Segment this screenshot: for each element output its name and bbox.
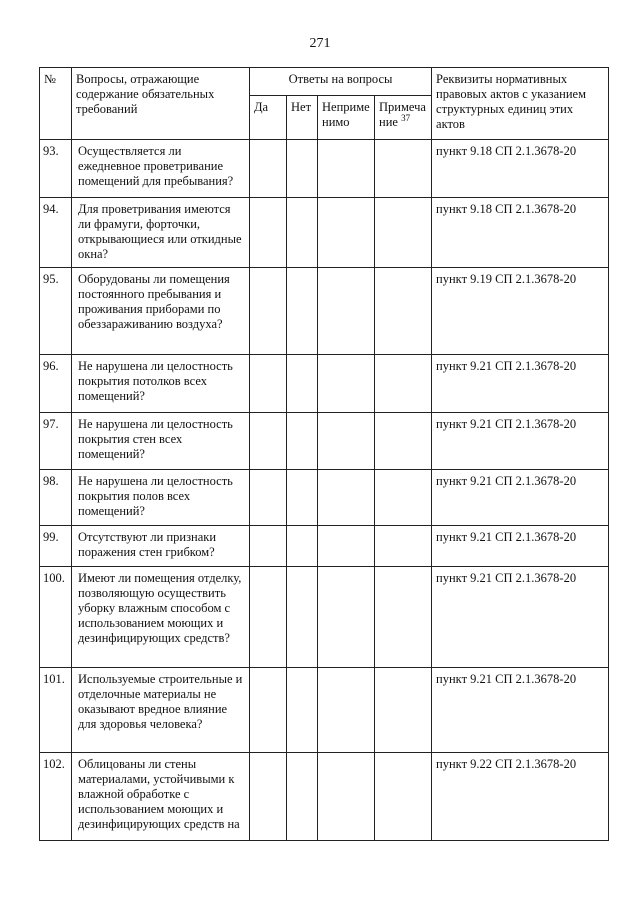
row-number: 96. <box>40 355 72 413</box>
answer-yes-cell[interactable] <box>250 198 287 268</box>
header-yes: Да <box>250 96 287 140</box>
table-row <box>40 413 609 470</box>
header-note-footnote: 37 <box>401 112 411 123</box>
row-question: Облицованы ли стены материалами, устойчивыми к влажной обработке с использованием моющих и дезинфицирующих средств на <box>72 753 250 841</box>
answer-note-cell[interactable] <box>375 355 432 413</box>
answer-note-cell[interactable] <box>375 413 432 470</box>
table-row <box>40 668 609 753</box>
answer-yes-cell[interactable] <box>250 470 287 526</box>
answer-yes-cell[interactable] <box>250 668 287 753</box>
page-number: 271 <box>309 36 331 51</box>
answer-no-cell[interactable] <box>287 140 318 198</box>
header-requisites: Реквизиты нормативных правовых актов с указанием структурных единиц этих актов <box>432 68 609 140</box>
row-question: Осуществляется ли ежедневное проветривание помещений для пребывания? <box>72 140 250 198</box>
table-row <box>40 140 609 198</box>
answer-note-cell[interactable] <box>375 268 432 355</box>
row-requisite: пункт 9.21 СП 2.1.3678-20 <box>432 668 609 753</box>
answer-not-applicable-cell[interactable] <box>318 668 375 753</box>
answer-not-applicable-cell[interactable] <box>318 268 375 355</box>
answer-note-cell[interactable] <box>375 470 432 526</box>
row-requisite: пункт 9.18 СП 2.1.3678-20 <box>432 198 609 268</box>
answer-no-cell[interactable] <box>287 567 318 668</box>
answer-not-applicable-cell[interactable] <box>318 753 375 841</box>
row-number: 94. <box>40 198 72 268</box>
answer-yes-cell[interactable] <box>250 268 287 355</box>
answer-not-applicable-cell[interactable] <box>318 413 375 470</box>
answer-not-applicable-cell[interactable] <box>318 526 375 567</box>
table-row <box>40 268 609 355</box>
answer-not-applicable-cell[interactable] <box>318 567 375 668</box>
answer-note-cell[interactable] <box>375 668 432 753</box>
row-requisite: пункт 9.21 СП 2.1.3678-20 <box>432 355 609 413</box>
table-row <box>40 753 609 841</box>
answer-no-cell[interactable] <box>287 526 318 567</box>
answer-no-cell[interactable] <box>287 668 318 753</box>
row-requisite: пункт 9.21 СП 2.1.3678-20 <box>432 526 609 567</box>
answer-note-cell[interactable] <box>375 567 432 668</box>
row-number: 100. <box>40 567 72 668</box>
answer-no-cell[interactable] <box>287 268 318 355</box>
answer-yes-cell[interactable] <box>250 413 287 470</box>
row-question: Имеют ли помещения отделку, позволяющую осуществить уборку влажным способом с использованием моющих и дезинфицирующих средств? <box>72 567 250 668</box>
header-number: № <box>40 68 72 140</box>
table-row <box>40 470 609 526</box>
table-row <box>40 198 609 268</box>
answer-yes-cell[interactable] <box>250 140 287 198</box>
answer-yes-cell[interactable] <box>250 355 287 413</box>
answer-no-cell[interactable] <box>287 753 318 841</box>
answer-no-cell[interactable] <box>287 413 318 470</box>
row-requisite: пункт 9.21 СП 2.1.3678-20 <box>432 413 609 470</box>
header-note <box>375 96 432 140</box>
row-question: Используемые строительные и отделочные материалы не оказывают вредное влияние для здоровья человека? <box>72 668 250 753</box>
answer-note-cell[interactable] <box>375 753 432 841</box>
answer-yes-cell[interactable] <box>250 567 287 668</box>
table-row <box>40 567 609 668</box>
checklist-table <box>39 67 609 841</box>
row-requisite: пункт 9.21 СП 2.1.3678-20 <box>432 470 609 526</box>
row-question: Не нарушена ли целостность покрытия стен всех помещений? <box>72 413 250 470</box>
row-number: 99. <box>40 526 72 567</box>
row-question: Не нарушена ли целостность покрытия полов всех помещений? <box>72 470 250 526</box>
row-requisite: пункт 9.21 СП 2.1.3678-20 <box>432 567 609 668</box>
answer-note-cell[interactable] <box>375 198 432 268</box>
answer-note-cell[interactable] <box>375 140 432 198</box>
answer-no-cell[interactable] <box>287 198 318 268</box>
row-requisite: пункт 9.22 СП 2.1.3678-20 <box>432 753 609 841</box>
header-no: Нет <box>287 96 318 140</box>
row-number: 93. <box>40 140 72 198</box>
answer-no-cell[interactable] <box>287 470 318 526</box>
answer-no-cell[interactable] <box>287 355 318 413</box>
header-answers: Ответы на вопросы <box>250 68 432 96</box>
answer-yes-cell[interactable] <box>250 753 287 841</box>
row-question: Для проветривания имеются ли фрамуги, форточки, открывающиеся или откидные окна? <box>72 198 250 268</box>
answer-not-applicable-cell[interactable] <box>318 198 375 268</box>
row-number: 101. <box>40 668 72 753</box>
row-question: Отсутствуют ли признаки поражения стен грибком? <box>72 526 250 567</box>
row-number: 97. <box>40 413 72 470</box>
row-requisite: пункт 9.19 СП 2.1.3678-20 <box>432 268 609 355</box>
row-question: Не нарушена ли целостность покрытия потолков всех помещений? <box>72 355 250 413</box>
answer-not-applicable-cell[interactable] <box>318 355 375 413</box>
answer-note-cell[interactable] <box>375 526 432 567</box>
row-number: 102. <box>40 753 72 841</box>
answer-yes-cell[interactable] <box>250 526 287 567</box>
answer-not-applicable-cell[interactable] <box>318 470 375 526</box>
header-not-applicable: Неприме нимо <box>318 96 375 140</box>
row-number: 95. <box>40 268 72 355</box>
header-note-text: Примеча ние <box>379 100 426 129</box>
table-row <box>40 355 609 413</box>
row-number: 98. <box>40 470 72 526</box>
row-requisite: пункт 9.18 СП 2.1.3678-20 <box>432 140 609 198</box>
header-questions: Вопросы, отражающие содержание обязательных требований <box>72 68 250 140</box>
row-question: Оборудованы ли помещения постоянного пребывания и проживания приборами по обеззараживанию воздуха? <box>72 268 250 355</box>
answer-not-applicable-cell[interactable] <box>318 140 375 198</box>
table-row <box>40 526 609 567</box>
